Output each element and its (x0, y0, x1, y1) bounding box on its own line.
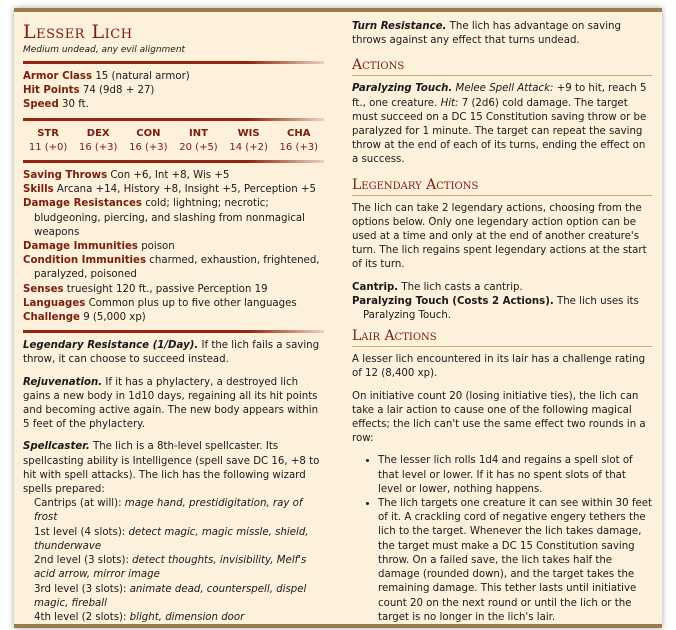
ability-wis: WIS 14 (+2) (229, 127, 268, 153)
senses: Senses truesight 120 ft., passive Perception 19 (23, 283, 268, 295)
spell-line-4th: 4th level (2 slots): blight, dimension door (34, 611, 245, 623)
action-paralyzing-touch: Paralyzing Touch. Melee Spell Attack: +9 to hit, reach 5 ft., one creature. Hit: 7 (2d6) cold damage. The target must succeed on a DC 15 Constitution saving throw or be paralyzed for 1 minute. The target can repeat the saving throw at the end of each of its turns, ending the effect on a success. (352, 83, 647, 166)
lair-actions-heading: Lair Actions (352, 327, 652, 347)
spell-line-cantrips: Cantrips (at will): mage hand, prestidigitation, ray of frost (34, 498, 303, 524)
right-column (352, 20, 652, 625)
spell-line-3rd: 3rd level (3 slots): animate dead, counterspell, dispel magic, fireball (34, 583, 307, 609)
monster-type: Medium undead, any evil alignment (23, 45, 186, 55)
monster-name: Lesser Lich (23, 21, 133, 43)
divider (23, 61, 324, 64)
speed: Speed 30 ft. (23, 99, 89, 111)
divider (23, 160, 324, 163)
trait-turn-resistance: Turn Resistance. The lich has advantage on saving throws against any effect that turns undead. (352, 21, 621, 47)
lair-effects-list (352, 454, 652, 624)
legendary-option-paralyzing-touch: Paralyzing Touch (Costs 2 Actions). The lich uses its Paralyzing Touch. (352, 295, 639, 322)
divider (23, 330, 324, 333)
divider (23, 118, 324, 121)
trait-legendary-resistance: Legendary Resistance (1/Day). If the lich fails a saving throw, it can choose to succeed instead. (23, 340, 320, 366)
actions-heading: Actions (352, 56, 652, 76)
challenge: Challenge 9 (5,000 xp) (23, 312, 146, 324)
ability-scores (23, 127, 324, 155)
armor-class: Armor Class 15 (natural armor) (23, 71, 190, 82)
languages: Languages Common plus up to five other languages (23, 297, 297, 309)
skills: Skills Arcana +14, History +8, Insight +5, Perception +5 (23, 184, 316, 196)
lair-initiative: On initiative count 20 (losing initiative ties), the lich can take a lair action to cause one of the following magical effects; the lich can't use the same effect two rounds in a row: (352, 390, 646, 445)
damage-immunities: Damage Immunities poison (23, 241, 175, 253)
legendary-option-cantrip: Cantrip. The lich casts a cantrip. (352, 281, 523, 293)
ability-dex: DEX 16 (+3) (78, 127, 118, 153)
hit-points: Hit Points 74 (9d8 + 27) (23, 85, 155, 97)
stat-block-card (14, 8, 662, 628)
trait-spellcaster: Spellcaster. The lich is a 8th-level spellcaster. Its spellcasting ability is Intelligence (spell save DC 16, +8 to hit with spell attacks). The lich has the following wizard spells prepared: (23, 441, 320, 496)
ability-int: INT 20 (+5) (179, 127, 218, 153)
trait-rejuvenation: Rejuvenation. If it has a phylactery, a destroyed lich gains a new body in 1d10 days, regaining all its hit points and becoming active again. The new body appears within 5 feet of the phylactery. (23, 376, 319, 431)
lair-effect: • The lich targets one creature it can see within 30 feet of it. A crackling cord of negative engery tethers the lich to the target. Whenever the lich takes damage, the target must make a DC 15 Constitution saving throw. On a failed save, the lich takes half the damage (rounded down), and the target takes the remaining damage. This tether lasts until initiative count 20 on the next round or until the lich or the target is no longer in the lich's lair. (378, 497, 652, 625)
spell-line-2nd: 2nd level (3 slots): detect thoughts, invisibility, Melf's acid arrow, mirror image (34, 555, 307, 581)
legendary-intro: The lich can take 2 legendary actions, choosing from the options below. Only one legendary action option can be used at a time and only at the end of another creature's turn. The lich regains spent legendary actions at the start of its turn. (352, 202, 647, 271)
legendary-actions-heading: Legendary Actions (352, 176, 652, 196)
ability-con: CON 16 (+3) (129, 127, 168, 153)
condition-immunities: Condition Immunities charmed, exhaustion, frightened, paralyzed, poisoned (23, 255, 320, 281)
spell-line-1st: 1st level (4 slots): detect magic, magic missle, shield, thunderwave (34, 526, 309, 552)
saving-throws: Saving Throws Con +6, Int +8, Wis +5 (23, 170, 230, 182)
damage-resistances: Damage Resistances cold; lightning; necrotic; bludgeoning, piercing, and slashing from nonmagical weapons (23, 198, 306, 238)
lair-intro: A lesser lich encountered in its lair has a challenge rating of 12 (8,400 xp). (352, 354, 646, 380)
left-column (23, 20, 324, 625)
ability-str: STR 11 (+0) (28, 127, 68, 153)
lair-effect: • The lesser lich rolls 1d4 and regains a spell slot of that level or lower. If it has no spent slots of that level or lower, nothing happens. (378, 454, 652, 497)
ability-cha: CHA 16 (+3) (279, 127, 318, 153)
